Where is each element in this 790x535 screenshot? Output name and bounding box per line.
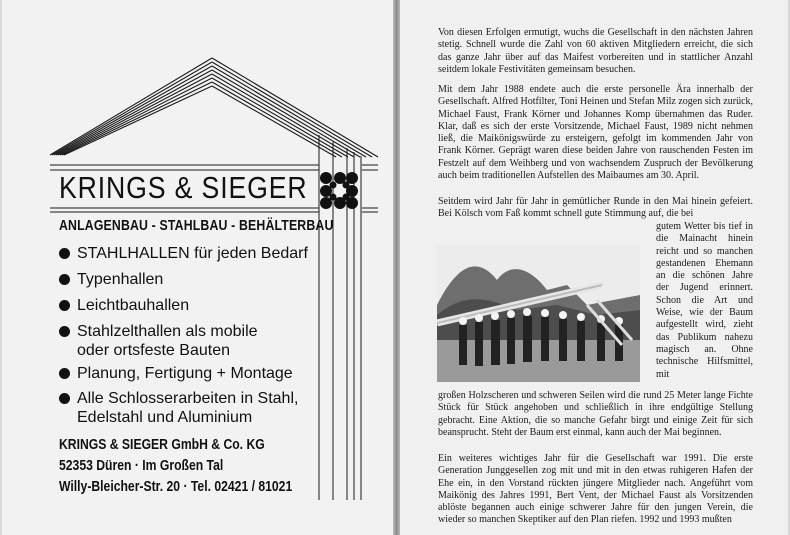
bullet-icon [59, 300, 70, 311]
company-emblem-icon [320, 172, 358, 209]
service-item: Planung, Fertigung + Montage [59, 364, 319, 383]
paragraph: großen Holzscheren und schweren Seilen wird die rund 25 Meter lange Fichte Stück für Stück angehoben und schließlich in ihre endgültige Stellung gebracht. Eine Aktion, die so manche Gefahr birgt und einige Zeit für sich beansprucht. Steht der Baum erst einmal, kann auch der Mai beginnen. [438, 390, 753, 438]
roof-stripes-left [50, 58, 212, 155]
paragraph: Ein weiteres wichtiges Jahr für die Gesellschaft war 1991. Die erste Generation Junggesellen zog mit und mit in den etwas ruhigeren Hafen der Ehe ein, in den Vorstand rückten jüngere Mitglieder nach. Angeführt vom Maikönig des Jahres 1991, Bert Vent, der Michael Faust als Vorsitzenden ablöste begannen auch einige schwerer Jahre für den jungen Verein, die wieder so manchen Skeptiker auf den Plan riefen. 1992 und 1993 mußten [438, 453, 753, 526]
roof-stripes-right [212, 58, 378, 157]
service-item: Leichtbauhallen [59, 296, 319, 315]
paragraph: Seitdem wird Jahr für Jahr in gemütlicher Runde in den Mai hinein gefeiert. Bei Kölsch vom Faß kommt schnell gute Stimmung auf, die bei [438, 196, 753, 220]
paragraph: gutem Wetter bis tief in die Mainacht hinein reicht und so manchen gestandenen Ehemann an die schönen Jahre der Jugend erinnert. Schon die Art und Weise, wie der Baum aufgestellt wird, zieht das Publikum nahezu magisch an. Ohne technische Hilfsmittel, mit [656, 221, 753, 380]
paragraph: Von diesen Erfolgen ermutigt, wuchs die Gesellschaft in den nächsten Jahren stetig. Schnell wurde die Zahl von 60 aktiven Mitgliedern erreicht, die sich das ganze Jahr über auf das Maifest vorbereiten und in stattlicher Anzahl seitdem lokale Festivitäten gemeinsam besuchen. [438, 27, 753, 75]
bullet-icon [59, 368, 70, 379]
address-company: KRINGS & SIEGER GmbH & Co. KG [59, 437, 265, 453]
service-item: Stahlzelthallen als mobile oder ortsfeste Bauten [59, 322, 289, 360]
service-item: STAHLHALLEN für jeden Bedarf [59, 244, 319, 263]
left-page-advertisement [2, 0, 394, 535]
house-roof-logo-graphic [2, 0, 394, 535]
address-street-phone: Willy-Bleicher-Str. 20 · Tel. 02421 / 81021 [59, 479, 293, 495]
service-item: Typenhallen [59, 270, 319, 289]
maypole-raising-photo [437, 245, 640, 382]
bullet-icon [59, 393, 70, 404]
paragraph: Mit dem Jahr 1988 endete auch die erste personelle Ära innerhalb der Gesellschaft. Alfred Hotfilter, Toni Heinen und Stefan Milz zogen sich zurück, Michael Faust, Frank Körner und Johannes Komp übernahmen das Ruder. Klar, daß es sich der erste Vorsitzende, Michael Faust, 1989 nicht nehmen ließ, die Maikönigswürde zu ersteigern, gefolgt im kommenden Jahr von Frank Körner. Geprägt waren diese beiden Jahre von rauschenden Festen im Festzelt auf dem Weihberg und von wachsendem Zuspruch der Bevölkerung auch beim traditionellen Aufstellen des Maibaumes am 30. April. [438, 84, 754, 182]
company-name: KRINGS & SIEGER [59, 170, 308, 205]
address-city: 52353 Düren · Im Großen Tal [59, 458, 224, 474]
service-item: Alle Schlosserarbeiten in Stahl, Edelstahl und Aluminium [59, 389, 309, 427]
bullet-icon [59, 274, 70, 285]
bullet-icon [59, 326, 70, 337]
bullet-icon [59, 248, 70, 259]
company-tagline: ANLAGENBAU - STAHLBAU - BEHÄLTERBAU [59, 217, 334, 234]
